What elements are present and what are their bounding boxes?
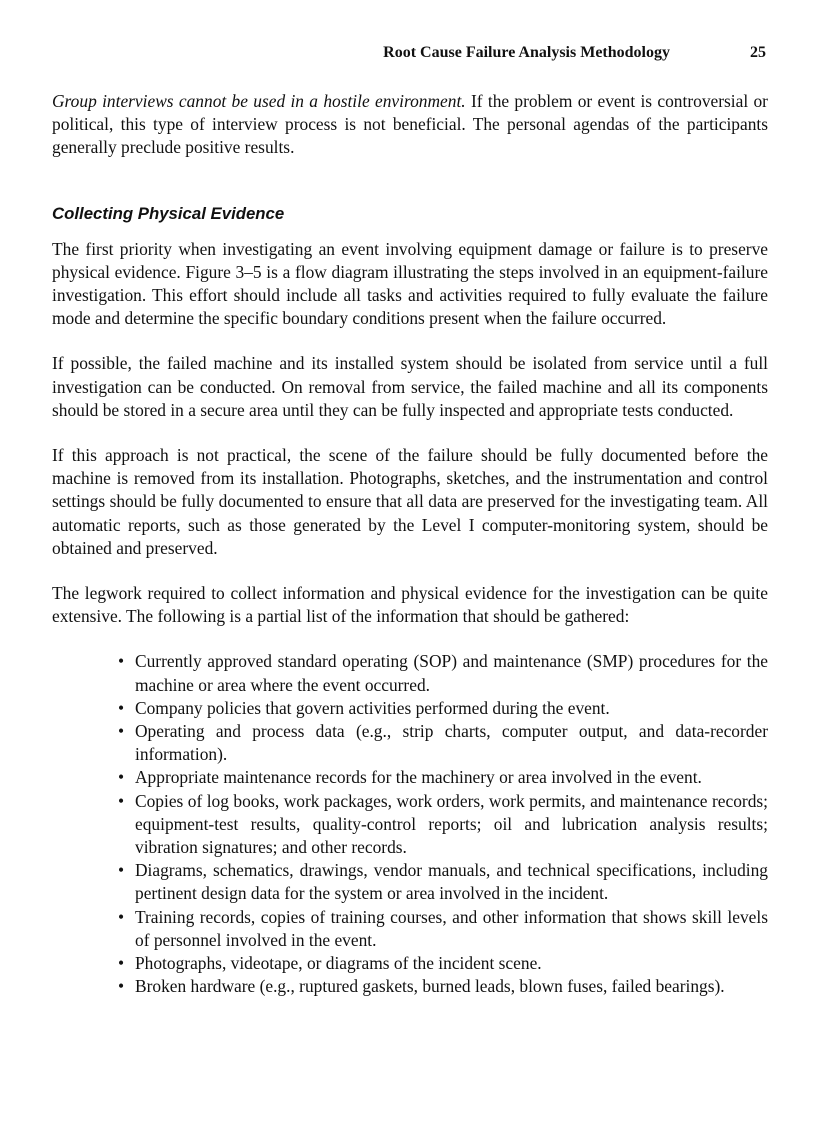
running-title: Root Cause Failure Analysis Methodology xyxy=(383,44,670,61)
list-item-text: Training records, copies of training courses, and other information that shows skill levels of personnel involved in the event. xyxy=(135,906,768,950)
list-item xyxy=(118,766,768,789)
list-item xyxy=(118,906,768,952)
list-item-text: Diagrams, schematics, drawings, vendor manuals, and technical specifications, including pertinent design data for the system or area involved in the incident. xyxy=(135,860,768,904)
list-item xyxy=(118,720,768,766)
list-item xyxy=(118,975,768,998)
body-paragraph-2: If possible, the failed machine and its installed system should be isolated from service until a full investigation can be conducted. On removal from service, the failed machine and all its components should be stored in a secure area until they can be fully inspected and appropriate tests conducted. xyxy=(52,353,768,420)
intro-paragraph xyxy=(52,90,768,160)
list-item xyxy=(118,859,768,905)
list-item-text: Copies of log books, work packages, work orders, work permits, and maintenance records; equipment-test results, quality-control reports; oil and lubrication analysis results; vibration signatures; and other records. xyxy=(135,790,768,858)
body-paragraph-3: If this approach is not practical, the scene of the failure should be fully documented before the machine is removed from its installation. Photographs, sketches, and the instrumentation and control settings should be fully documented to ensure that all data are preserved for the investigating team. All automatic reports, such as those generated by the Level I computer-monitoring system, should be obtained and preserved. xyxy=(52,445,768,558)
body-paragraph-4: The legwork required to collect information and physical evidence for the investigation can be quite extensive. The following is a partial list of the information that should be gathered: xyxy=(52,583,768,627)
page-number: 25 xyxy=(750,44,766,61)
section-heading: Collecting Physical Evidence xyxy=(52,203,285,223)
list-item-text: Appropriate maintenance records for the machinery or area involved in the event. xyxy=(135,767,702,788)
list-item xyxy=(118,650,768,696)
bullet-icon: • xyxy=(118,906,125,927)
bullet-icon: • xyxy=(118,721,125,742)
bullet-icon: • xyxy=(118,953,125,974)
list-item xyxy=(118,790,768,860)
bullet-icon: • xyxy=(118,976,125,997)
list-item xyxy=(118,697,768,720)
intro-italic-lead: Group interviews cannot be used in a hostile environment. xyxy=(52,91,466,111)
bullet-icon: • xyxy=(118,767,125,788)
bullet-icon: • xyxy=(118,651,125,672)
bullet-icon: • xyxy=(118,860,125,881)
list-item-text: Currently approved standard operating (SOP) and maintenance (SMP) procedures for the machine or area where the event occurred. xyxy=(135,651,768,695)
book-page xyxy=(52,44,768,999)
intro-rest: If the problem or event is controversial or political, this type of interview process is not beneficial. The personal agendas of the participants generally preclude positive results. xyxy=(52,91,768,158)
list-item-text: Photographs, videotape, or diagrams of the incident scene. xyxy=(135,953,542,974)
evidence-list xyxy=(52,650,768,998)
list-item xyxy=(118,952,768,975)
bullet-icon: • xyxy=(118,697,125,718)
bullet-icon: • xyxy=(118,790,125,811)
list-item-text: Operating and process data (e.g., strip charts, computer output, and data-recorder information). xyxy=(135,721,768,765)
list-item-text: Company policies that govern activities performed during the event. xyxy=(135,697,610,718)
body-paragraph-1: The first priority when investigating an event involving equipment damage or failure is to preserve physical evidence. Figure 3–5 is a flow diagram illustrating the steps involved in an equipment-failure investigation. This effort should include all tasks and activities required to fully evaluate the failure mode and determine the specific boundary conditions present when the failure occurred. xyxy=(52,238,768,329)
running-header xyxy=(52,44,768,68)
list-item-text: Broken hardware (e.g., ruptured gaskets, burned leads, blown fuses, failed bearings). xyxy=(135,976,725,997)
